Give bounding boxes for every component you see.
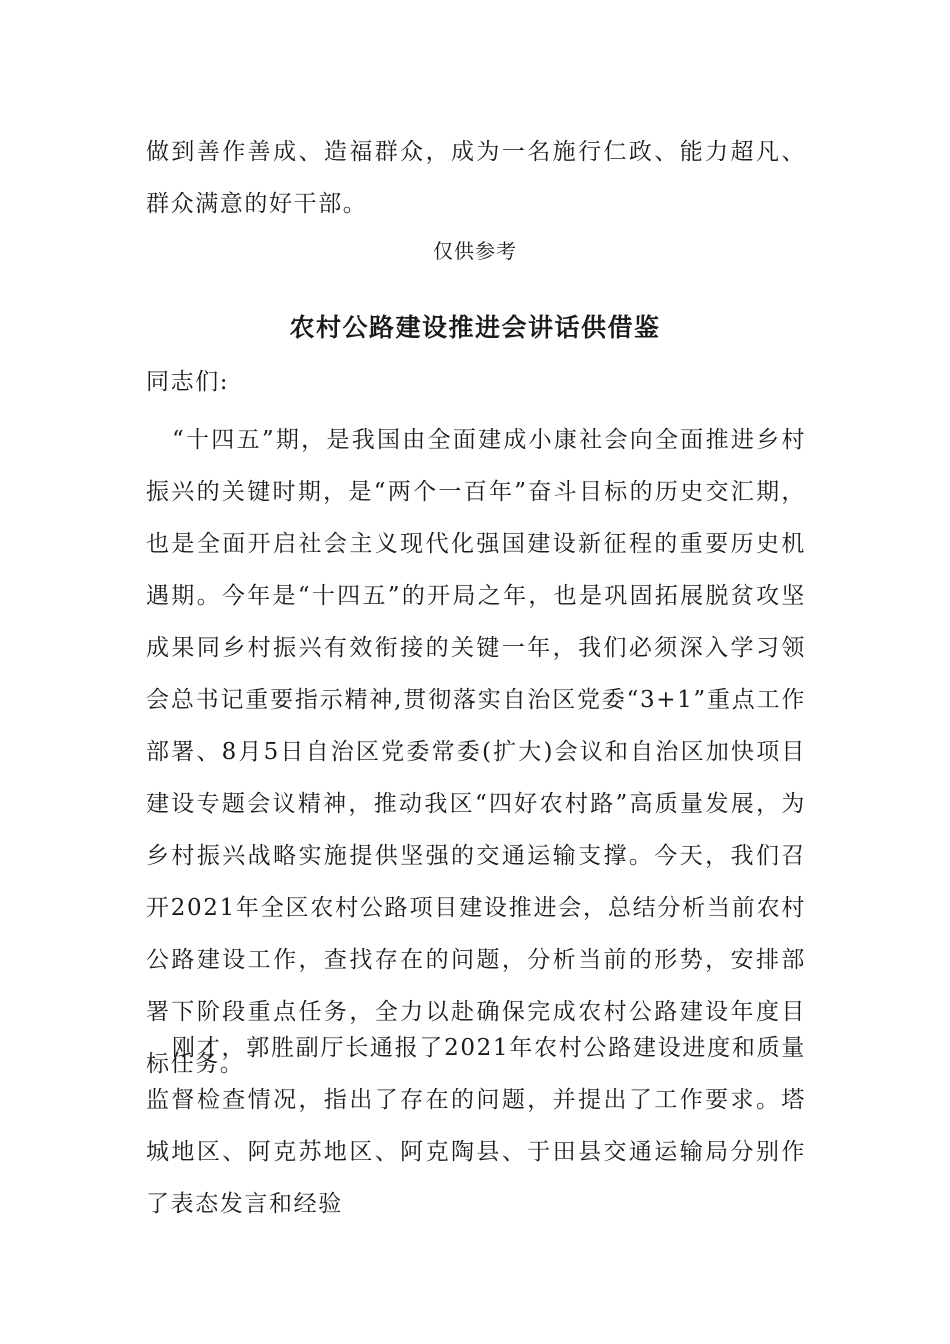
body-paragraph-2: 刚才，郭胜副厅长通报了2021年农村公路建设进度和质量监督检查情况，指出了存在的问题，并提出了工作要求。塔城地区、阿克苏地区、阿克陶县、于田县交通运输局分别作了表态发言和经验 [146, 1035, 806, 1217]
salutation: 同志们: [146, 369, 230, 395]
continuation-paragraph: 做到善作善成、造福群众，成为一名施行仁政、能力超凡、群众满意的好干部。 [146, 139, 806, 217]
document-title: 农村公路建设推进会讲话供借鉴 [289, 313, 661, 342]
body-paragraph-1: “十四五”期，是我国由全面建成小康社会向全面推进乡村振兴的关键时期，是“两个一百年”奋斗目标的历史交汇期，也是全面开启社会主义现代化强国建设新征程的重要历史机遇期。今年是“十四五”的开局之年，也是巩固拓展脱贫攻坚成果同乡村振兴有效衔接的关键一年，我们必须深入学习领会总书记重要指示精神,贯彻落实自治区党委“3+1”重点工作部署、8月5日自治区党委常委(扩大)会议和自治区加快项目建设专题会议精神，推动我区“四好农村路”高质量发展，为乡村振兴战略实施提供坚强的交通运输支撑。今天，我们召开2021年全区农村公路项目建设推进会，总结分析当前农村公路建设工作，查找存在的问题，分析当前的形势，安排部署下阶段重点任务，全力以赴确保完成农村公路建设年度目标任务。 [146, 427, 806, 1077]
reference-note: 仅供参考 [433, 239, 517, 263]
